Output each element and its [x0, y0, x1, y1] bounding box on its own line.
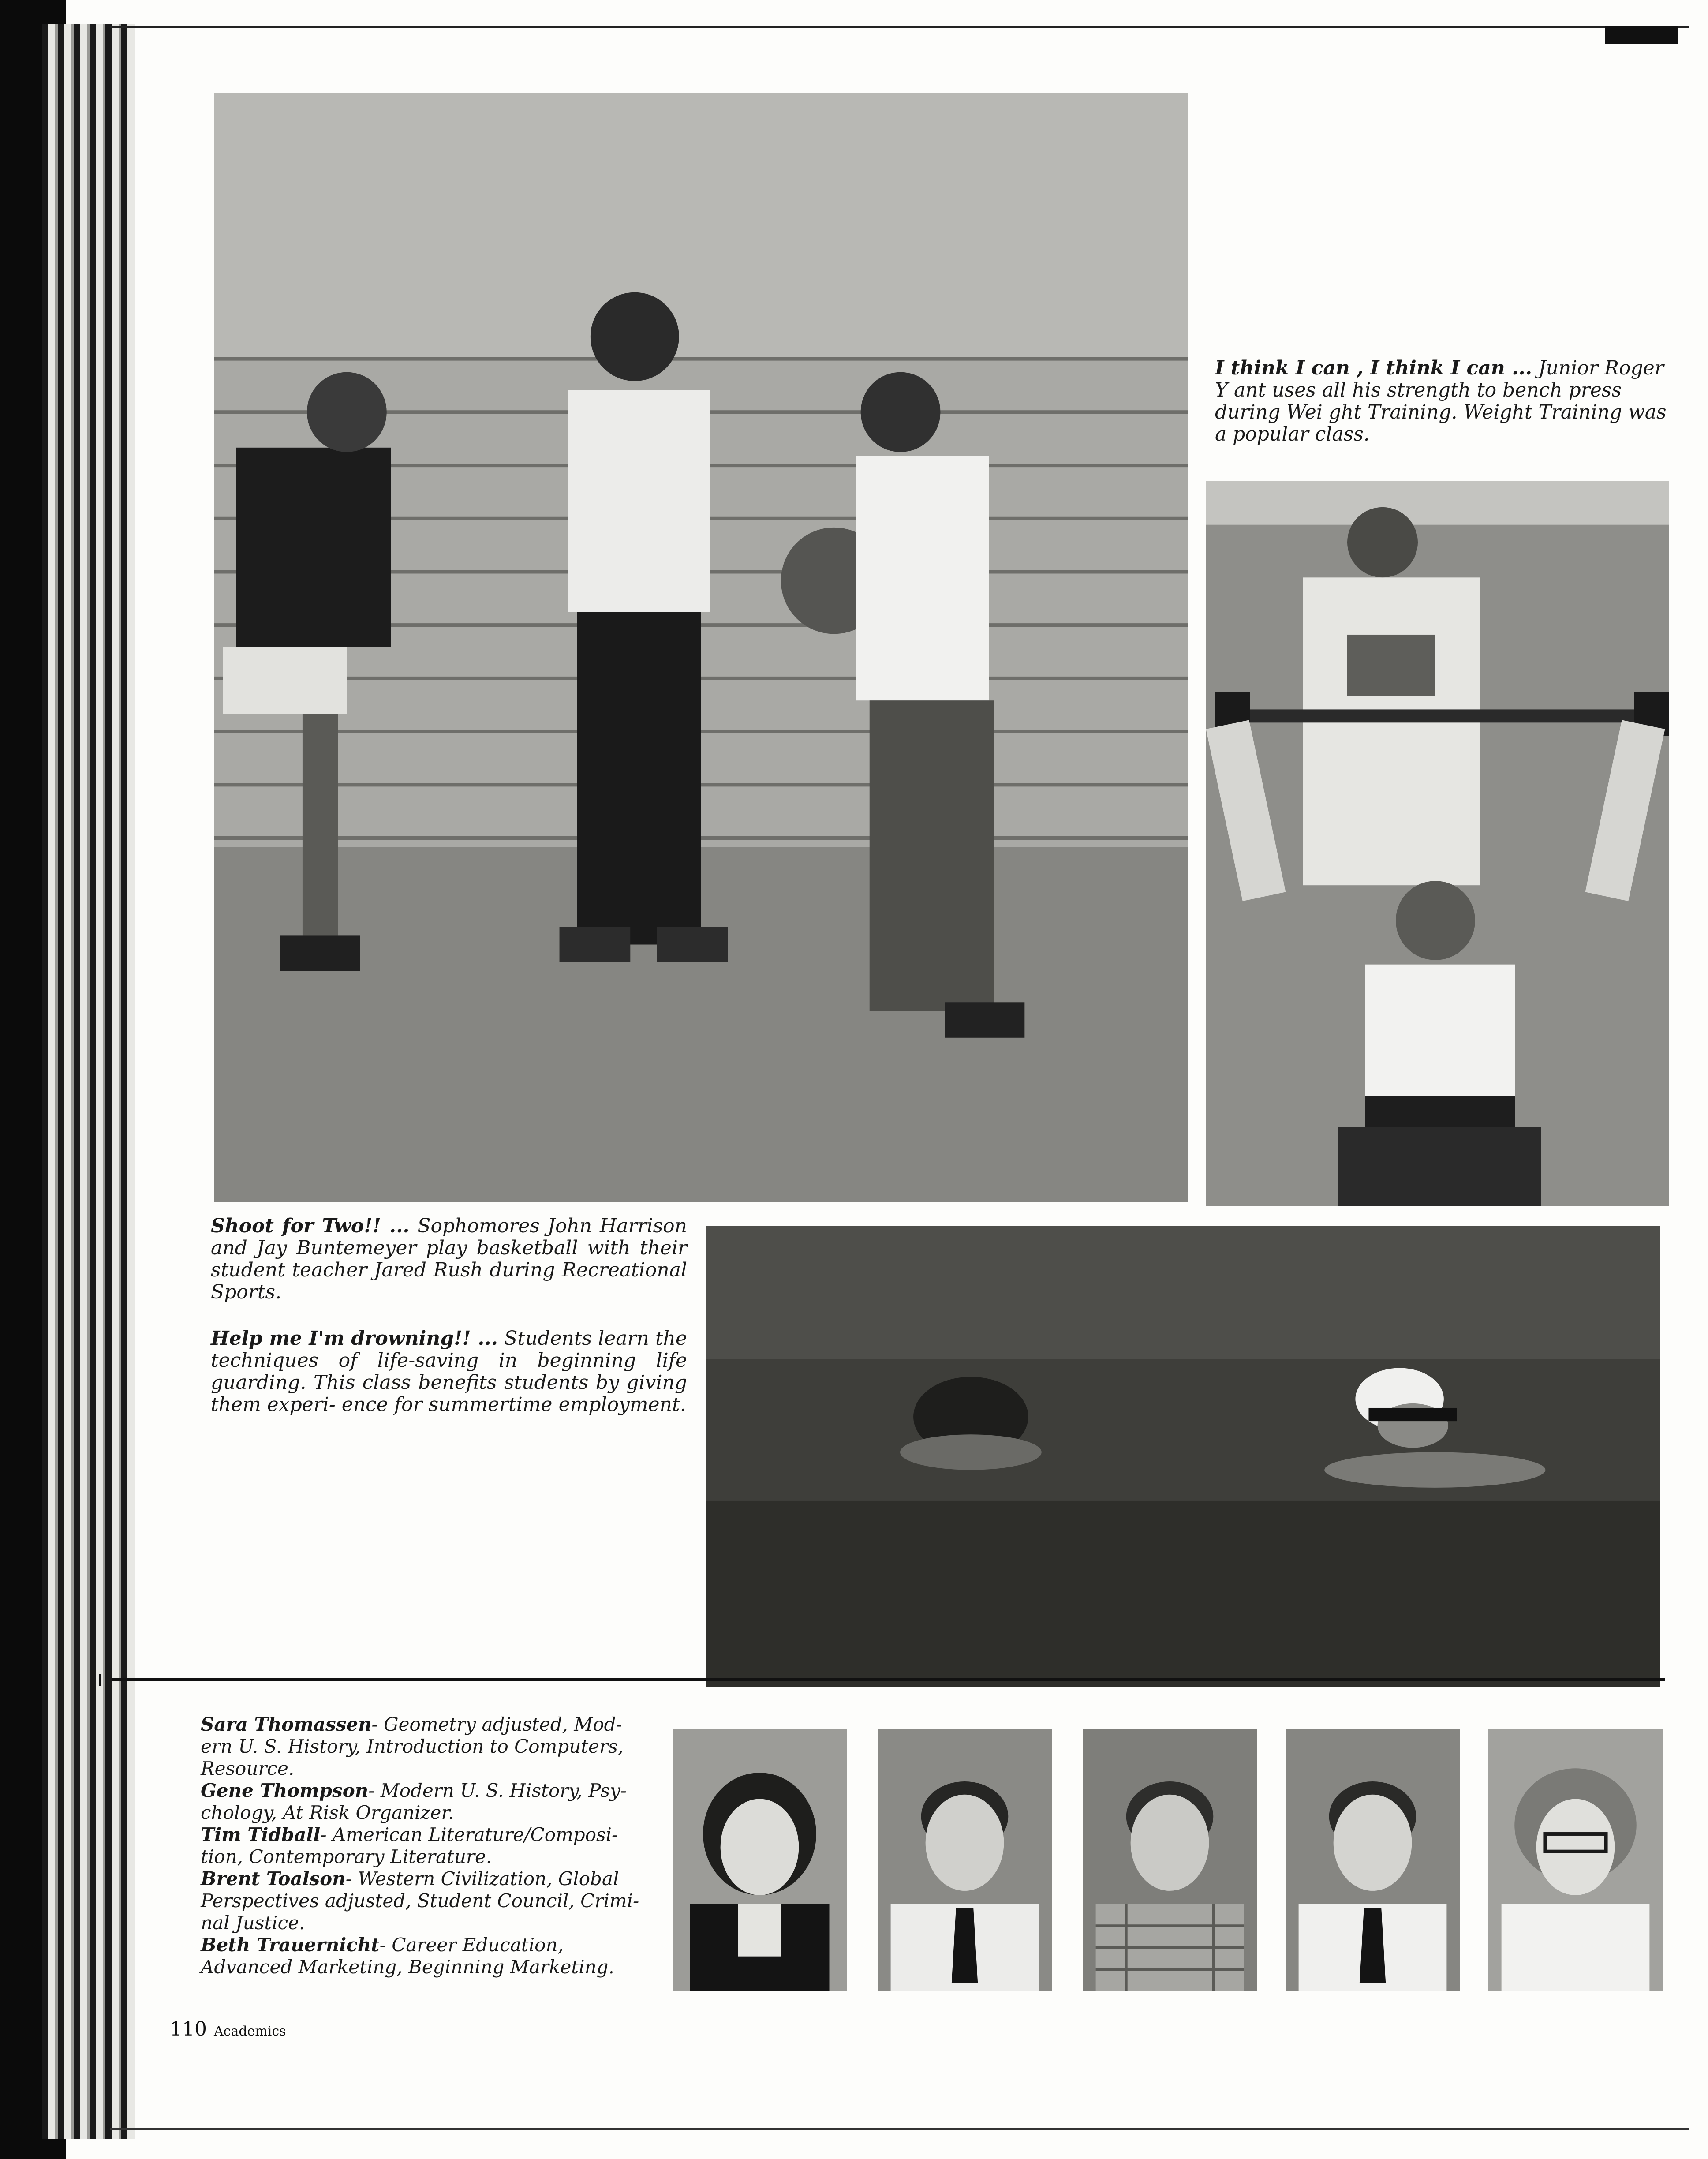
portrait-gene-thompson: [878, 1729, 1052, 1991]
portrait-brent-toalson: [1286, 1729, 1460, 1991]
faculty-courses: - American Literature/Composi- tion, Contemporary Literature.: [201, 1824, 618, 1867]
faculty-name: Beth Trauernicht: [201, 1934, 380, 1956]
top-rule: [110, 26, 1689, 28]
page-folio: [170, 2018, 286, 2040]
section-divider: [112, 1678, 1665, 1681]
caption-body: Sophomores John Harrison and Jay Buntemeyer play basketball with their student teacher Jared Rush during Recreational Sports.: [211, 1215, 687, 1303]
faculty-entry: [201, 1824, 642, 1868]
caption-lifeguarding: [211, 1328, 687, 1416]
faculty-courses: - Geometry adjusted, Mod- ern U. S. History, Introduction to Computers, Resource.: [201, 1714, 624, 1779]
portrait-beth-trauernicht: [1488, 1729, 1663, 1991]
page-number: 110: [170, 2018, 207, 2040]
corner-mark: [1605, 26, 1678, 44]
faculty-entry: [201, 1780, 642, 1824]
faculty-courses: - Modern U. S. History, Psy- chology, At Risk Organizer.: [201, 1780, 627, 1823]
faculty-name: Tim Tidball: [201, 1824, 321, 1845]
section-name: Academics: [213, 2024, 286, 2039]
faculty-entry: [201, 1714, 642, 1780]
divider-tick: [99, 1674, 114, 1686]
photo-basketball: [214, 93, 1188, 1202]
caption-lead: I think I can , I think I can ...: [1215, 357, 1532, 379]
caption-basketball: [211, 1215, 687, 1303]
caption-lead: Help me I'm drowning!! ...: [211, 1327, 498, 1350]
bottom-rule: [110, 2128, 1689, 2130]
book-binding-pages: [42, 24, 135, 2139]
faculty-courses: - Western Civilization, Global Perspectives adjusted, Student Council, Crimi- nal Justice.: [201, 1868, 639, 1934]
caption-weight-training: [1215, 357, 1678, 445]
faculty-entry: [201, 1868, 642, 1934]
faculty-entry: [201, 1934, 642, 1978]
faculty-courses: - Career Education, Advanced Marketing, Beginning Marketing.: [201, 1934, 614, 1978]
faculty-name: Brent Toalson: [201, 1868, 346, 1890]
photo-weight-training: [1206, 481, 1669, 1206]
faculty-name: Sara Thomassen: [201, 1714, 372, 1735]
portrait-sara-thomassen: [673, 1729, 847, 1991]
faculty-name: Gene Thompson: [201, 1780, 369, 1801]
caption-body: Students learn the techniques of life-saving in beginning life guarding. This class benefits students by giving them experi- ence for summertime employment.: [211, 1327, 688, 1416]
caption-body: Junior Roger Y ant uses all his strength to bench press during Wei ght Training. Weight Training was a popular class.: [1215, 357, 1667, 445]
faculty-list: [201, 1714, 642, 1978]
photo-lifeguarding: [706, 1226, 1660, 1687]
portrait-tim-tidball: [1083, 1729, 1257, 1991]
caption-lead: Shoot for Two!! ...: [211, 1215, 410, 1237]
